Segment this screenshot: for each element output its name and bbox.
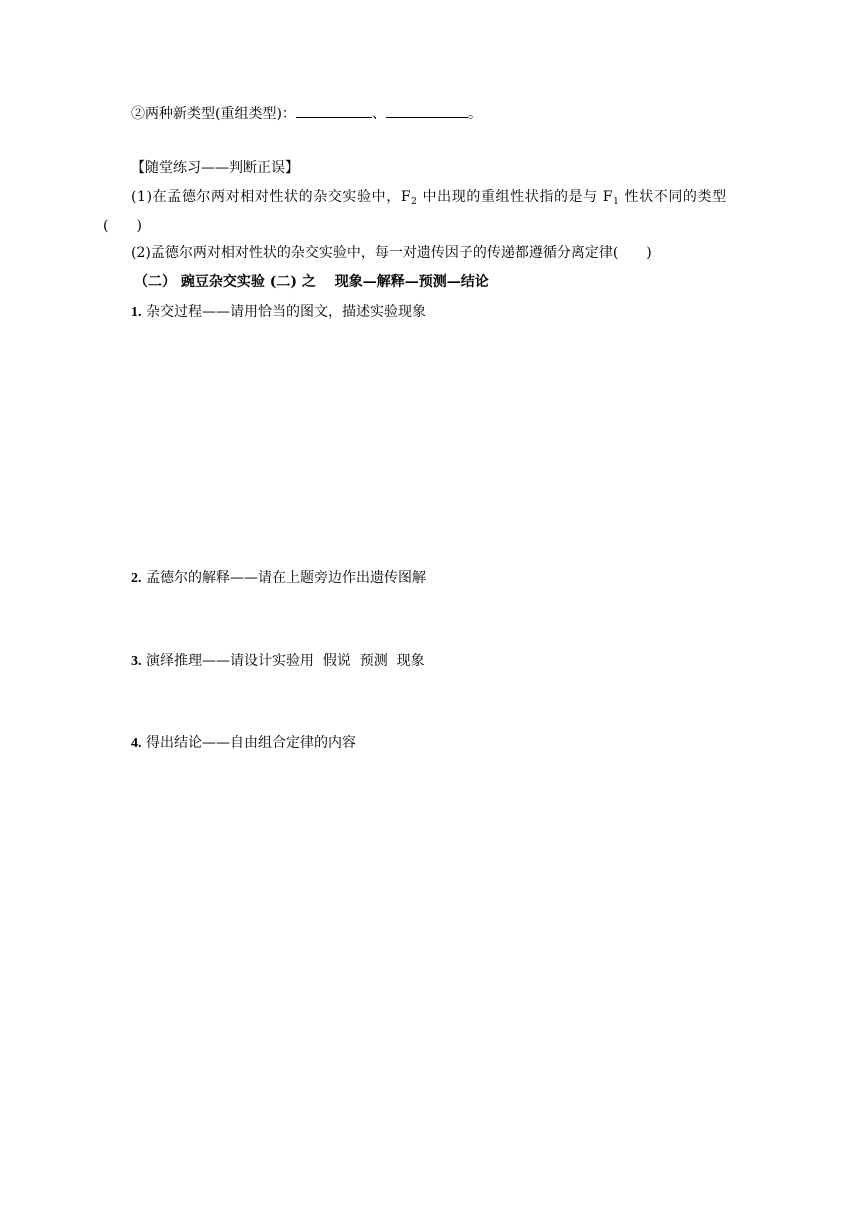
item-1 bbox=[131, 302, 426, 323]
f1-subscript: 1 bbox=[613, 197, 620, 207]
item-4 bbox=[131, 733, 356, 754]
item-3 bbox=[131, 651, 425, 672]
question-1 bbox=[131, 187, 727, 207]
answer-blank-1[interactable] bbox=[296, 103, 372, 118]
question-1-answer-paren[interactable]: ( ) bbox=[103, 218, 142, 234]
period-mark: 。 bbox=[467, 106, 482, 122]
item-4-number: 4. bbox=[131, 736, 142, 751]
separator-mark: 、 bbox=[371, 106, 386, 122]
recombinant-types-line bbox=[131, 103, 482, 124]
item-4-text: 得出结论——自由组合定律的内容 bbox=[145, 735, 356, 751]
f2-subscript: 2 bbox=[411, 197, 418, 207]
question-1-part-a: (1)在孟德尔两对相对性状的杂交实验中，F bbox=[131, 189, 412, 205]
item-2 bbox=[131, 568, 426, 589]
item-3-text: 演绎推理——请设计实验用 假说 预测 现象 bbox=[145, 653, 425, 669]
question-1-part-c: 性状不同的类型 bbox=[624, 189, 727, 205]
section-heading: （二） 豌豆杂交实验 (二) 之 现象—解释—预测—结论 bbox=[134, 274, 489, 290]
item-2-text: 孟德尔的解释——请在上题旁边作出遗传图解 bbox=[145, 570, 426, 586]
item-3-number: 3. bbox=[131, 654, 142, 669]
item-1-number: 1. bbox=[131, 305, 142, 320]
question-1-part-b: 中出现的重组性状指的是与 F bbox=[422, 189, 614, 205]
item-1-text: 杂交过程——请用恰当的图文，描述实验现象 bbox=[145, 304, 426, 320]
recombinant-types-label: ②两种新类型(重组类型)： bbox=[131, 106, 296, 122]
question-2: (2)孟德尔两对相对性状的杂交实验中，每一对遗传因子的传递都遵循分离定律( ) bbox=[131, 245, 652, 261]
item-2-number: 2. bbox=[131, 571, 142, 586]
answer-blank-2[interactable] bbox=[386, 103, 468, 118]
practice-title: 【随堂练习——判断正误】 bbox=[131, 160, 299, 176]
